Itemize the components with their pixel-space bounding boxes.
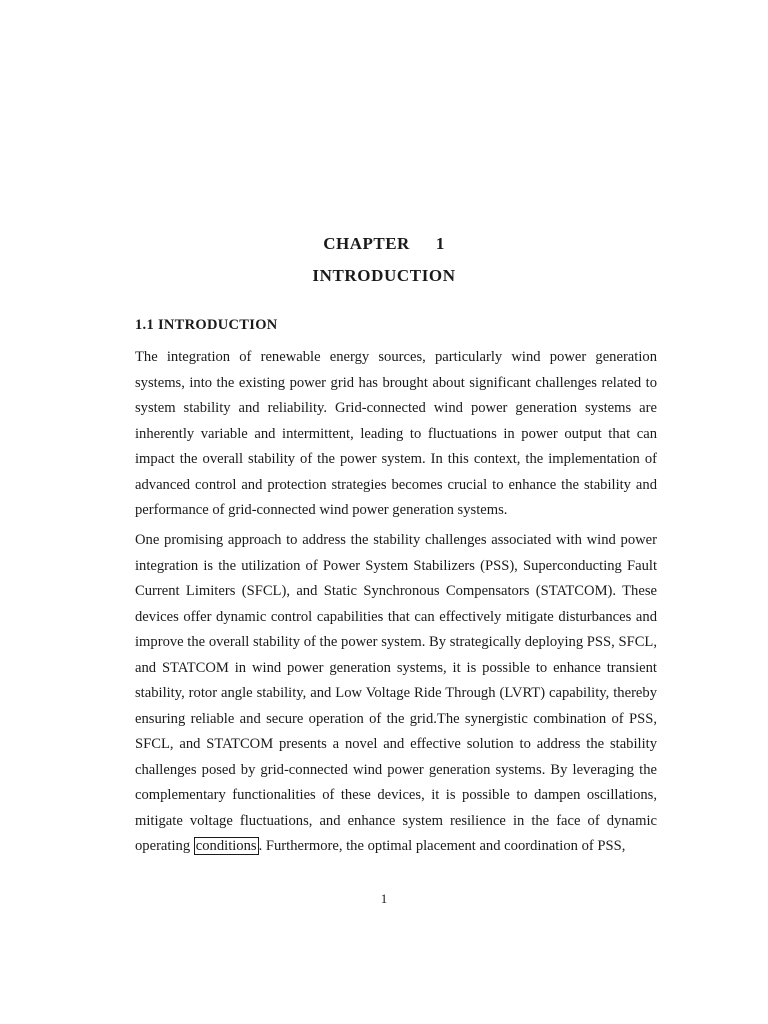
chapter-label: CHAPTER — [323, 234, 410, 253]
paragraph-approach-tail: . Furthermore, the optimal placement and coordination of PSS, — [258, 838, 626, 854]
chapter-title: INTRODUCTION — [312, 266, 456, 285]
section-heading: 1.1 INTRODUCTION — [135, 317, 278, 333]
paragraph-approach-text: One promising approach to address the stability challenges associated with wind power integration is the utilization of Power System Stabilizers (PSS), Superconducting Fault Current Limiters (SFCL), and Static Synchronous Compensators (STATCOM). These devices offer dynamic control capabilities that can effectively mitigate disturbances and improve the overall stability of the power system. By strategically deploying PSS, SFCL, and STATCOM in wind power generation systems, it is possible to enhance transient stability, rotor angle stability, and Low Voltage Ride Through (LVRT) capability, thereby ensuring reliable and secure operation of the grid.The synergistic combination of PSS, SFCL, and STATCOM presents a novel and effective solution to address the stability challenges posed by grid-connected wind power generation systems. By leveraging the complementary functionalities of these devices, it is possible to dampen oscillations, mitigate voltage fluctuations, and enhance system resilience in the face of dynamic operating — [135, 532, 657, 854]
chapter-heading — [0, 234, 768, 254]
paragraph-intro: The integration of renewable energy sources, particularly wind power generation systems, into the existing power grid has brought about significant challenges related to system stability and reliability. Grid-connected wind power generation systems are inherently variable and intermittent, leading to fluctuations in power output that can impact the overall stability of the power system. In this context, the implementation of advanced control and protection strategies becomes crucial to enhance the stability and performance of grid-connected wind power generation systems. — [135, 349, 657, 518]
boxed-word: conditions — [195, 838, 257, 854]
page-number: 1 — [380, 891, 388, 906]
chapter-number: 1 — [435, 234, 445, 253]
paragraph-approach — [135, 528, 657, 860]
